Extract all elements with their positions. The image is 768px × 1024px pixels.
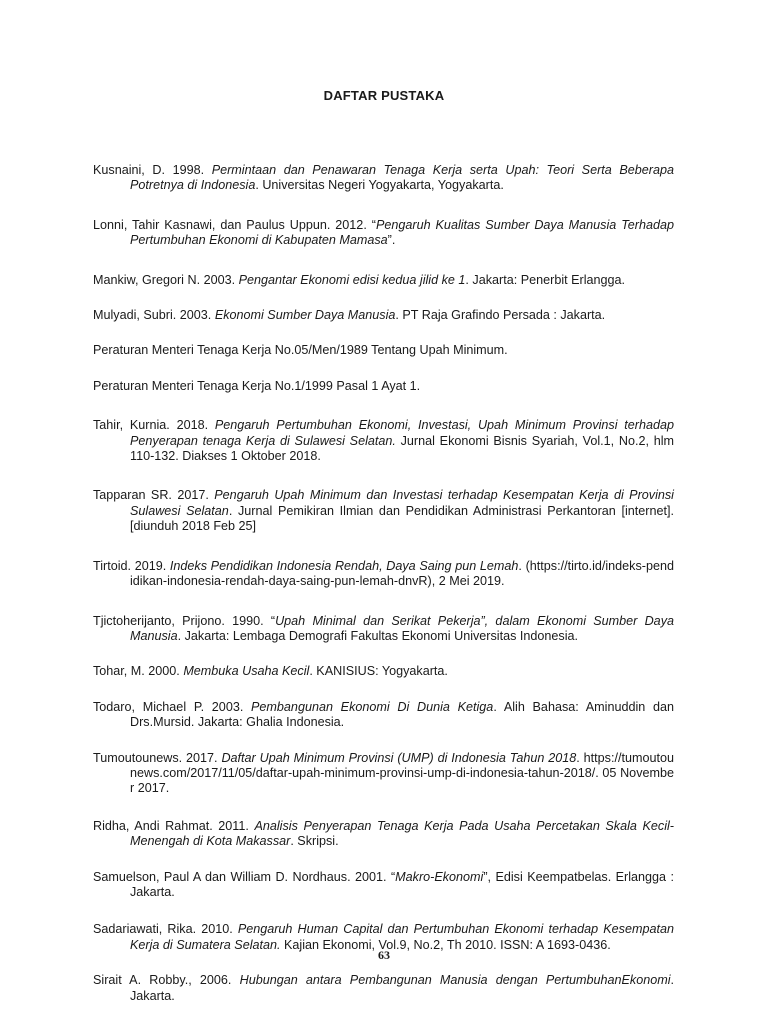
reference-entry [93, 614, 674, 645]
reference-title: Analisis Penyerapan Tenaga Kerja Pada Usaha Percetakan Skala Kecil-Menengah di Kota Makassar [130, 818, 674, 849]
reference-title: Pembangunan Ekonomi Di Dunia Ketiga [251, 699, 494, 714]
reference-text: Sadariawati, Rika. 2010. [93, 922, 238, 937]
reference-text: Tapparan SR. 2017. [93, 488, 215, 503]
reference-text: . KANISIUS: Yogyakarta. [309, 664, 448, 679]
reference-entry [93, 163, 674, 194]
reference-title: Pengaruh Kualitas Sumber Daya Manusia Terhadap Pertumbuhan Ekonomi di Kabupaten Mamasa [130, 217, 674, 248]
reference-title: Pengaruh Pertumbuhan Ekonomi, Investasi, Upah Minimum Provinsi terhadap Penyerapan tenaga Kerja di Sulawesi Selatan. [130, 418, 675, 448]
reference-text: Tahir, Kurnia. 2018. [93, 418, 215, 433]
reference-text: Kajian Ekonomi, Vol.9, No.2, Th 2010. ISSN: A 1693-0436. [280, 937, 611, 952]
reference-text: . Jurnal Pemikiran Ilmian dan Pendidikan Administrasi Perkantoran [internet]. [diunduh 2018 Feb 25] [130, 503, 674, 534]
reference-text: . https://tumoutounews.com/2017/11/05/daftar-upah-minimum-provinsi-ump-di-indonesia-tahun-2018/. 05 November 2017. [130, 750, 674, 796]
reference-text: Jurnal Ekonomi Bisnis Syariah, Vol.1, No.2, hlm 110-132. Diakses 1 Oktober 2018. [130, 433, 674, 464]
reference-text: . Jakarta: Lembaga Demografi Fakultas Ekonomi Universitas Indonesia. [177, 628, 579, 643]
reference-entry [93, 973, 674, 1004]
reference-text: Ridha, Andi Rahmat. 2011. [93, 818, 255, 833]
reference-title: Pengaruh Upah Minimum dan Investasi terhadap Kesempatan Kerja di Provinsi Sulawesi Selatan [130, 488, 674, 518]
reference-text: Lonni, Tahir Kasnawi, dan Paulus Uppun. 2012. “ [93, 217, 376, 232]
reference-entry [93, 700, 674, 731]
reference-entry [93, 308, 674, 323]
reference-text: Tjictoherijanto, Prijono. 1990. “ [93, 613, 276, 628]
reference-title: Hubungan antara Pembangunan Manusia dengan PertumbuhanEkonomi [239, 973, 671, 988]
reference-text: . PT Raja Grafindo Persada : Jakarta. [395, 308, 606, 323]
reference-text: . (https://tirto.id/indeks-pendidikan-indonesia-rendah-daya-saing-pun-lemah-dnvR), 2 Mei 2019. [130, 558, 674, 589]
reference-text: . Jakarta: Penerbit Erlangga. [465, 272, 626, 287]
reference-entry [93, 343, 674, 358]
reference-entry [93, 218, 674, 249]
reference-list [93, 163, 674, 1004]
reference-text: Mulyadi, Subri. 2003. [93, 308, 215, 323]
reference-entry [93, 418, 674, 464]
reference-title: Indeks Pendidikan Indonesia Rendah, Daya Saing pun Lemah [169, 558, 519, 573]
reference-text: . Skripsi. [290, 834, 339, 849]
reference-text: Peraturan Menteri Tenaga Kerja No.1/1999 Pasal 1 Ayat 1. [93, 378, 421, 393]
reference-title: Daftar Upah Minimum Provinsi (UMP) di Indonesia Tahun 2018 [221, 750, 577, 765]
reference-entry [93, 379, 674, 394]
reference-text: Sirait A. Robby., 2006. [93, 973, 240, 988]
reference-title: Membuka Usaha Kecil [183, 664, 310, 679]
reference-entry [93, 751, 674, 797]
reference-text: Tirtoid. 2019. [93, 558, 170, 573]
reference-title: Ekonomi Sumber Daya Manusia [214, 308, 396, 323]
reference-text: . Universitas Negeri Yogyakarta, Yogyakarta. [255, 178, 504, 193]
reference-entry [93, 488, 674, 534]
reference-title: Upah Minimal dan Serikat Pekerja”, dalam Ekonomi Sumber Daya Manusia [130, 613, 674, 643]
reference-text: ”, Edisi Keempatbelas. Erlangga : Jakarta. [130, 869, 674, 899]
reference-entry [93, 273, 674, 288]
reference-text: . Alih Bahasa: Aminuddin dan Drs.Mursid. Jakarta: Ghalia Indonesia. [130, 699, 674, 730]
reference-entry [93, 664, 674, 679]
reference-title: Makro-Ekonomi [395, 869, 484, 884]
page-number: 63 [378, 948, 390, 962]
reference-text: Kusnaini, D. 1998. [93, 163, 212, 177]
reference-entry [93, 559, 674, 590]
reference-title: Pengaruh Human Capital dan Pertumbuhan Ekonomi terhadap Kesempatan Kerja di Sumatera Selatan. [130, 922, 674, 952]
reference-text: Samuelson, Paul A dan William D. Nordhaus. 2001. “ [93, 869, 396, 884]
reference-text: Peraturan Menteri Tenaga Kerja No.05/Men/1989 Tentang Upah Minimum. [93, 343, 508, 358]
page-title: DAFTAR PUSTAKA [323, 88, 445, 103]
reference-text: ”. [387, 233, 396, 248]
reference-text: Todaro, Michael P. 2003. [93, 699, 252, 714]
reference-text: Tohar, M. 2000. [93, 664, 184, 679]
reference-text: Tumoutounews. 2017. [93, 750, 222, 765]
reference-title: Pengantar Ekonomi edisi kedua jilid ke 1 [238, 272, 466, 287]
reference-title: Permintaan dan Penawaran Tenaga Kerja serta Upah: Teori Serta Beberapa Potretnya di Indonesia [130, 163, 674, 193]
reference-entry [93, 819, 674, 850]
reference-text: Mankiw, Gregori N. 2003. [93, 272, 239, 287]
reference-text: . Jakarta. [130, 973, 675, 1003]
reference-entry [93, 870, 674, 901]
